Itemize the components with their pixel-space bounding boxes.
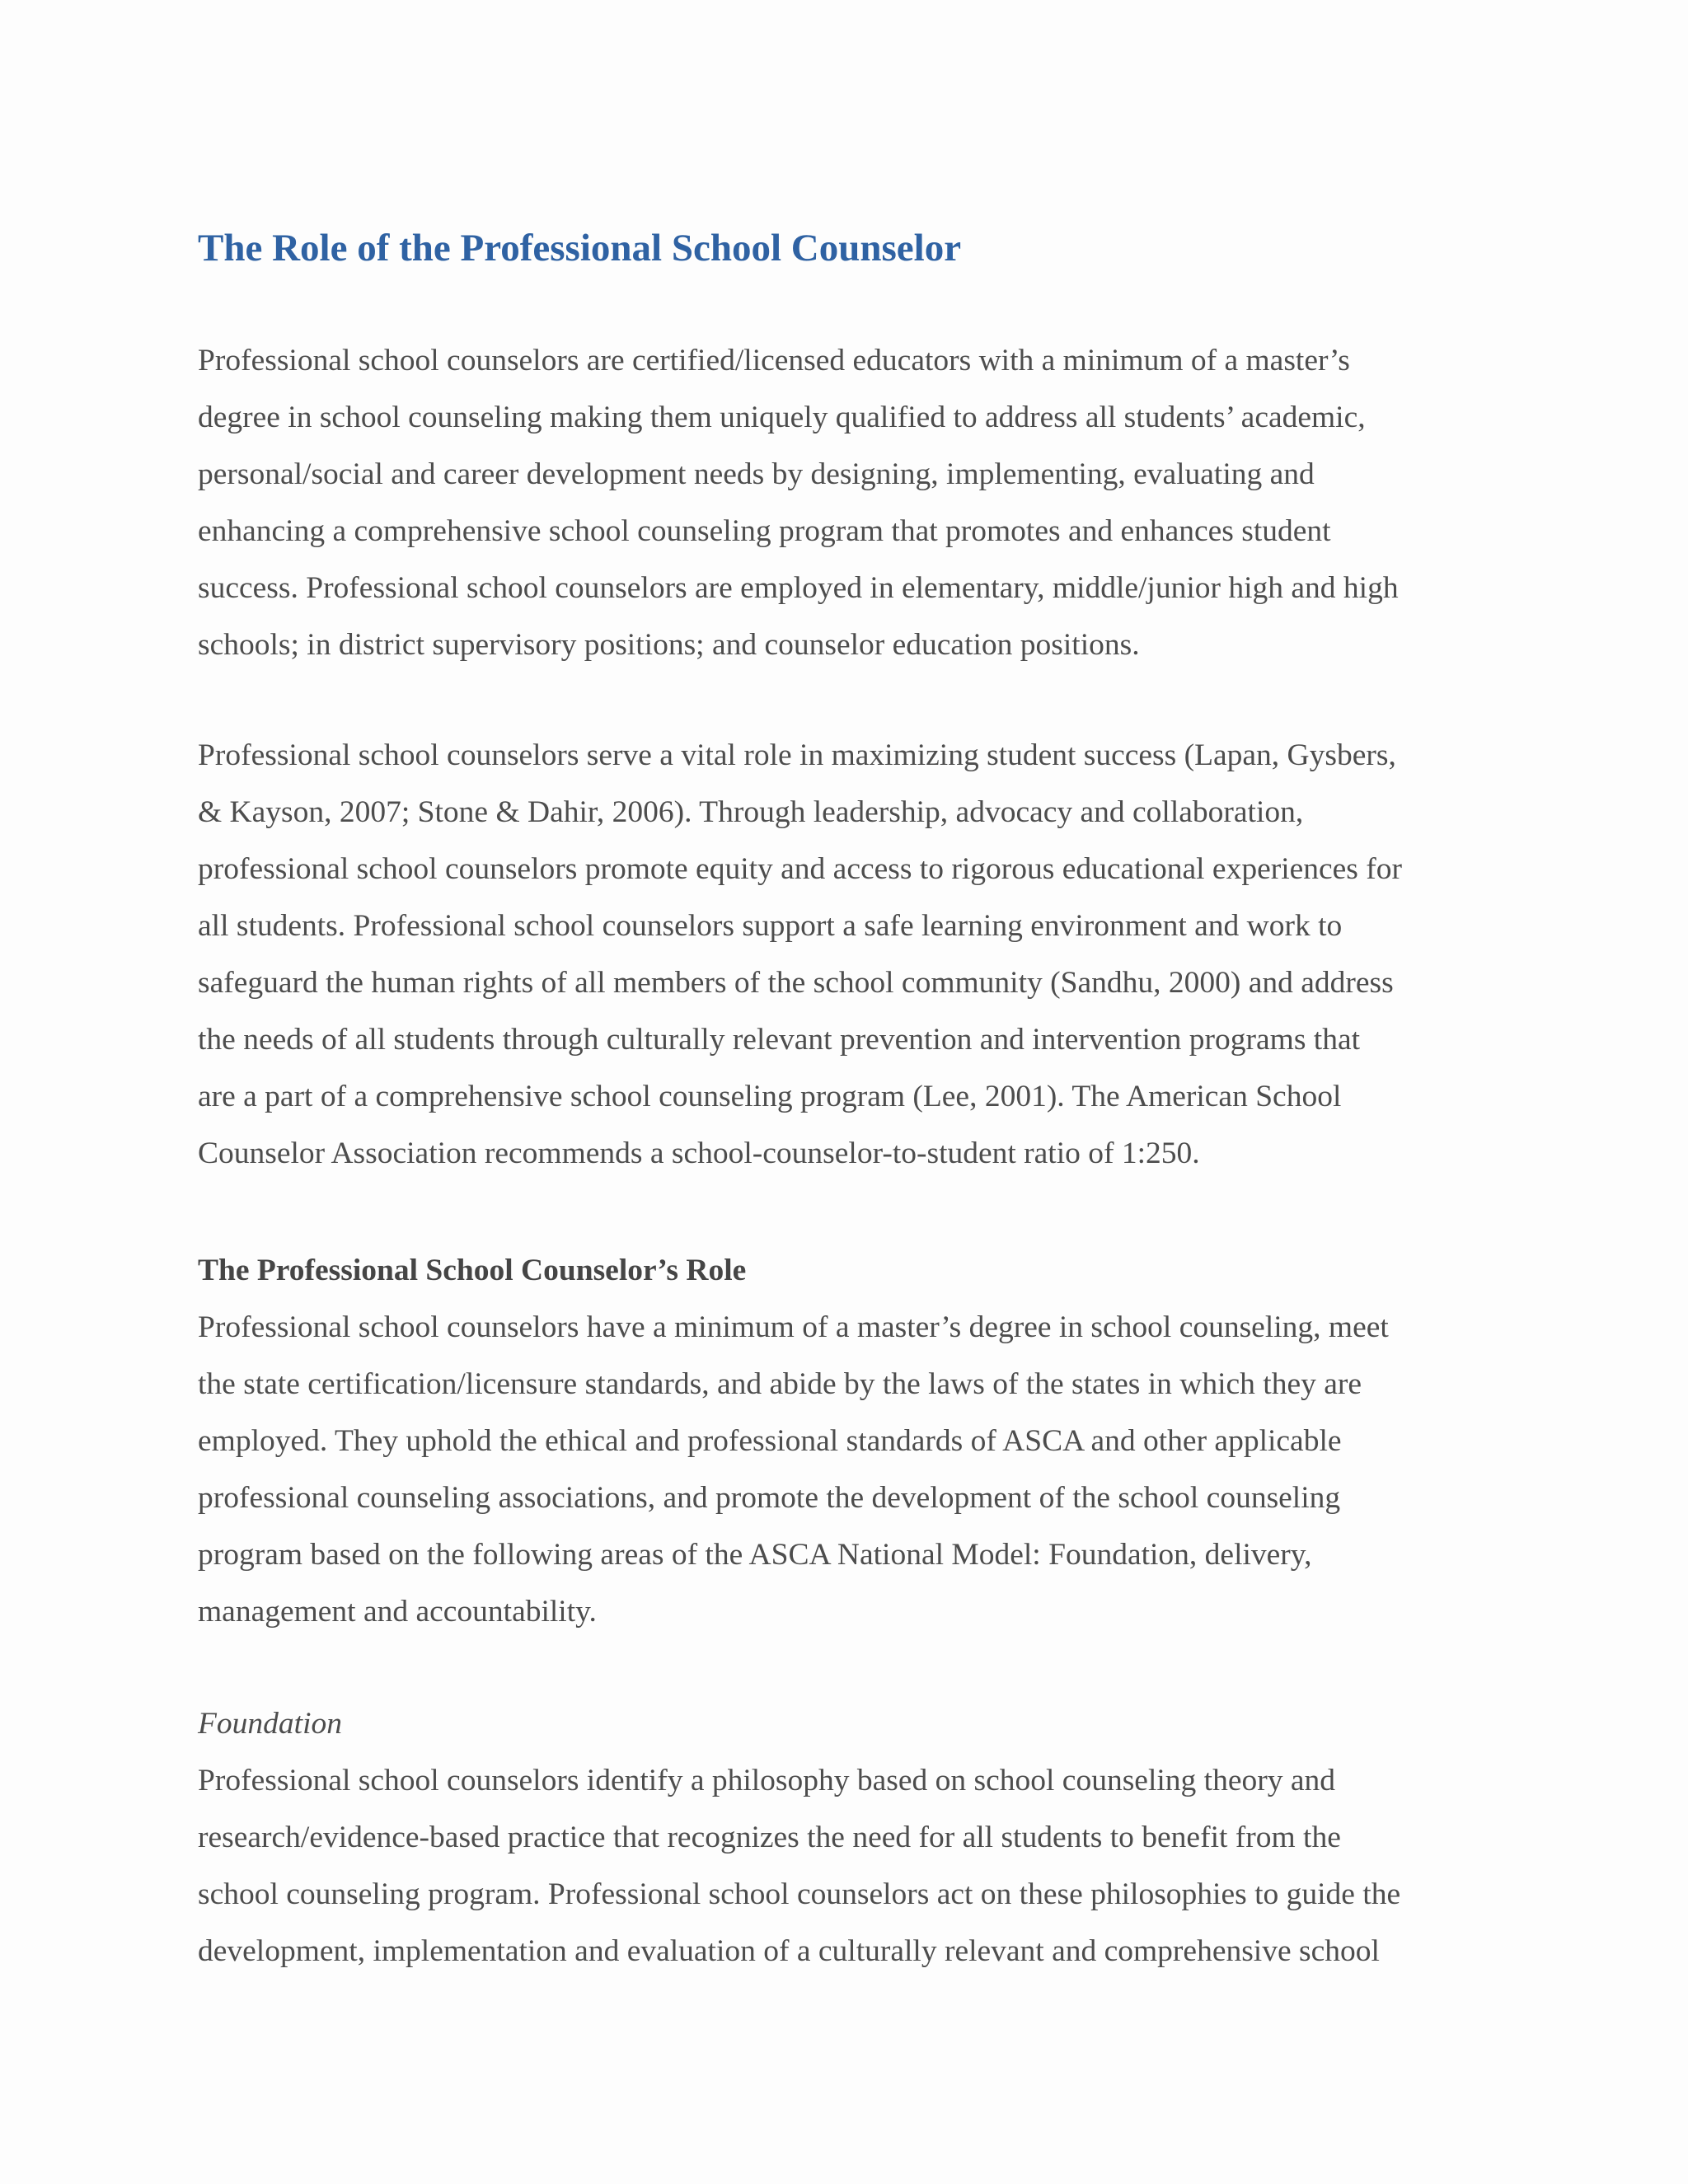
text-line: employed. They uphold the ethical and professional standards of ASCA and other applicable <box>198 1424 1342 1458</box>
text-line: Counselor Association recommends a school-counselor-to-student ratio of 1:250. <box>198 1137 1200 1170</box>
text-line: development, implementation and evaluation of a culturally relevant and comprehensive school <box>198 1934 1380 1968</box>
text-line: are a part of a comprehensive school counseling program (Lee, 2001). The American School <box>198 1080 1342 1113</box>
text-line: schools; in district supervisory positions; and counselor education positions. <box>198 628 1140 662</box>
document-title: The Role of the Professional School Counselor <box>198 227 962 269</box>
text-line: Professional school counselors serve a vital role in maximizing student success (Lapan, Gysbers, <box>198 738 1396 772</box>
text-line: & Kayson, 2007; Stone & Dahir, 2006). Through leadership, advocacy and collaboration, <box>198 795 1304 829</box>
section-heading: The Professional School Counselor’s Role <box>198 1254 747 1287</box>
paragraph-foundation <box>198 1695 1517 1980</box>
text-line: personal/social and career development needs by designing, implementing, evaluating and <box>198 457 1315 491</box>
text-line: the state certification/licensure standards, and abide by the laws of the states in which they are <box>198 1367 1362 1401</box>
text-line: safeguard the human rights of all members of the school community (Sandhu, 2000) and address <box>198 966 1394 1000</box>
text-line: all students. Professional school counselors support a safe learning environment and work to <box>198 909 1343 943</box>
text-line: professional school counselors promote equity and access to rigorous educational experiences for <box>198 852 1402 886</box>
text-line: Professional school counselors are certified/licensed educators with a minimum of a master’s <box>198 344 1350 377</box>
subsection-heading: Foundation <box>198 1707 342 1741</box>
text-line: professional counseling associations, and promote the development of the school counseling <box>198 1481 1341 1515</box>
text-line: school counseling program. Professional school counselors act on these philosophies to guide the <box>198 1877 1401 1911</box>
text-line: research/evidence-based practice that recognizes the need for all students to benefit from the <box>198 1821 1341 1854</box>
paragraph-counselor-role <box>198 1242 1517 1640</box>
text-line: Professional school counselors have a minimum of a master’s degree in school counseling, meet <box>198 1310 1389 1344</box>
paragraph-intro <box>198 332 1517 673</box>
text-line: enhancing a comprehensive school counseling program that promotes and enhances student <box>198 514 1331 548</box>
text-line: management and accountability. <box>198 1595 597 1629</box>
paragraph-role-importance <box>198 727 1517 1182</box>
text-line: the needs of all students through culturally relevant prevention and intervention programs that <box>198 1023 1361 1057</box>
text-line: Professional school counselors identify a philosophy based on school counseling theory and <box>198 1764 1335 1797</box>
text-line: degree in school counseling making them uniquely qualified to address all students’ academic, <box>198 401 1366 434</box>
text-line: program based on the following areas of the ASCA National Model: Foundation, delivery, <box>198 1538 1312 1572</box>
text-line: success. Professional school counselors are employed in elementary, middle/junior high and high <box>198 571 1399 605</box>
